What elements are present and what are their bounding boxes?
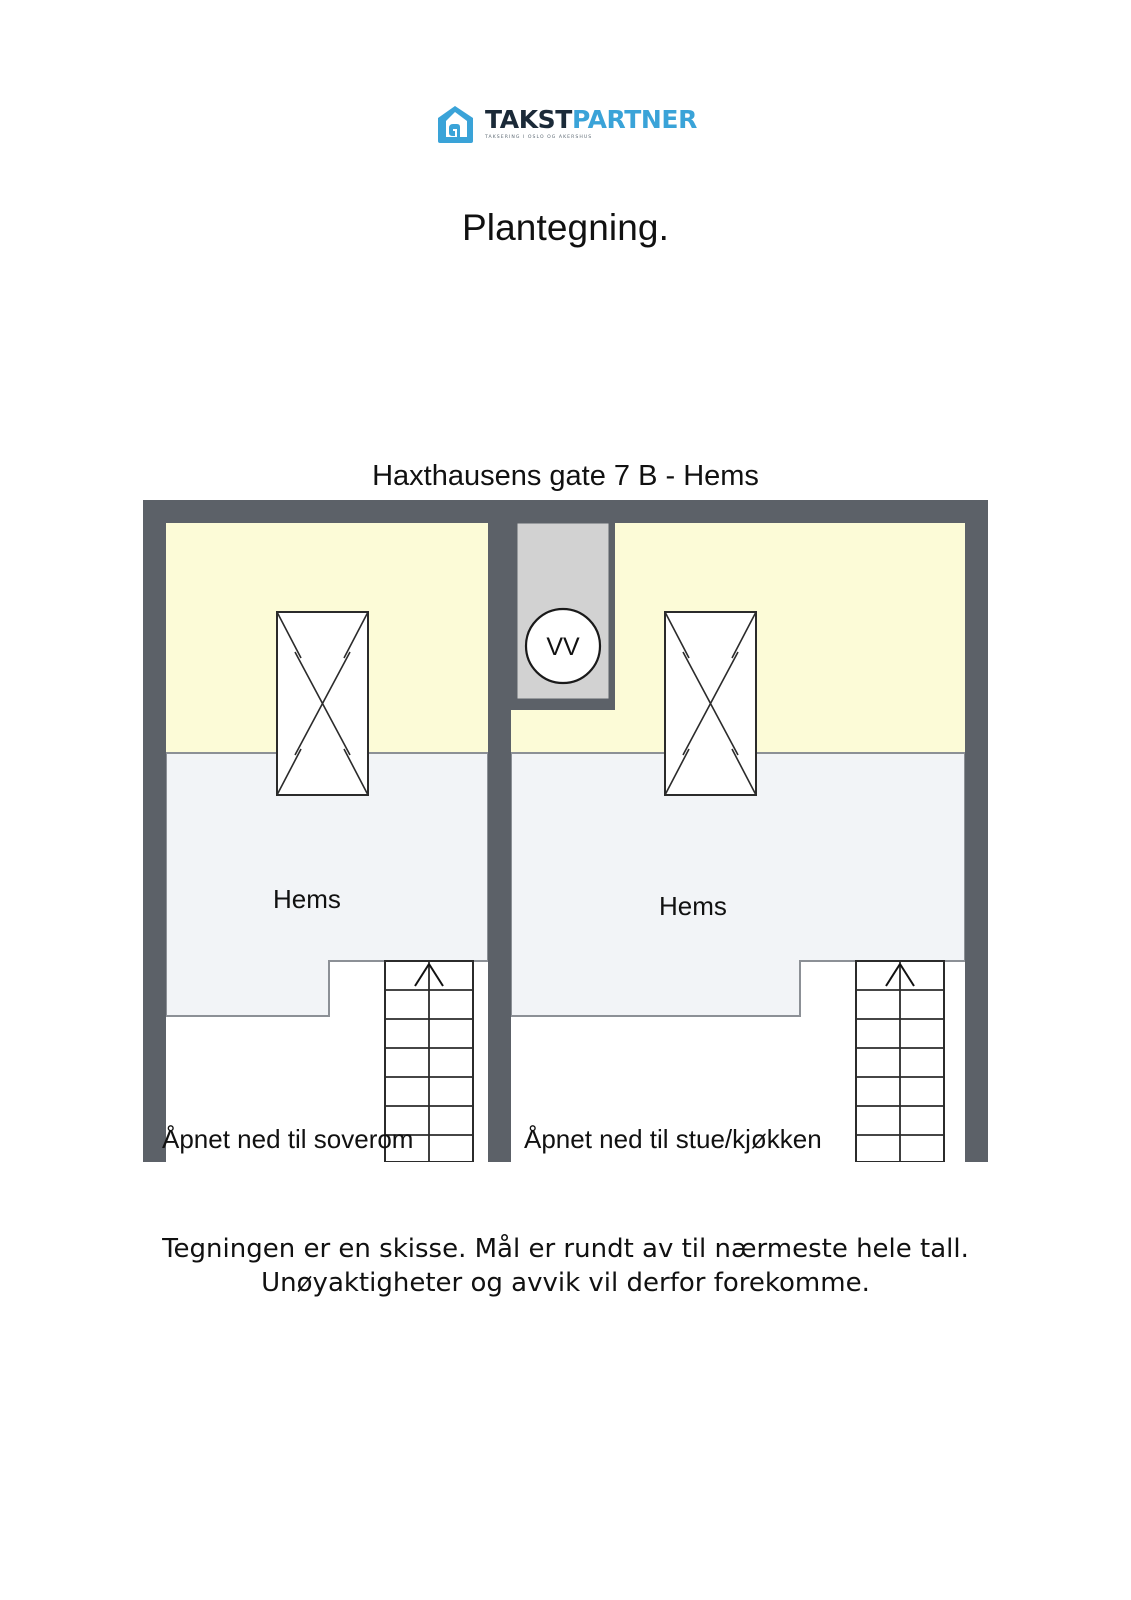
page-title: Plantegning.	[462, 207, 669, 248]
house-logo-icon	[434, 103, 476, 145]
room-label-hems-right: Hems	[659, 891, 727, 921]
disclaimer	[0, 1232, 1131, 1301]
floorplan-drawing	[143, 500, 988, 1162]
room-label-hems-left: Hems	[273, 884, 341, 914]
opening-label-soverom: Åpnet ned til soverom	[162, 1124, 414, 1154]
logo-word-partner: PARTNER	[571, 105, 697, 135]
staircase-right	[856, 961, 944, 1162]
skylight-symbol-left	[277, 612, 368, 795]
logo-subtitle: TAKSERING I OSLO OG AKERSHUS	[485, 135, 593, 141]
logo-word-takst: TAKST	[485, 105, 572, 135]
water-heater-label: VV	[546, 633, 580, 661]
disclaimer-line-1: Tegningen er en skisse. Mål er rundt av til nærmeste hele tall.	[162, 1234, 969, 1264]
skylight-symbol-right	[665, 612, 756, 795]
opening-label-stue-kjokken: Åpnet ned til stue/kjøkken	[524, 1124, 822, 1154]
brand-logo	[0, 103, 1131, 145]
plan-heading: Haxthausens gate 7 B - Hems	[372, 460, 759, 492]
disclaimer-line-2: Unøyaktigheter og avvik vil derfor forekomme.	[261, 1268, 870, 1299]
